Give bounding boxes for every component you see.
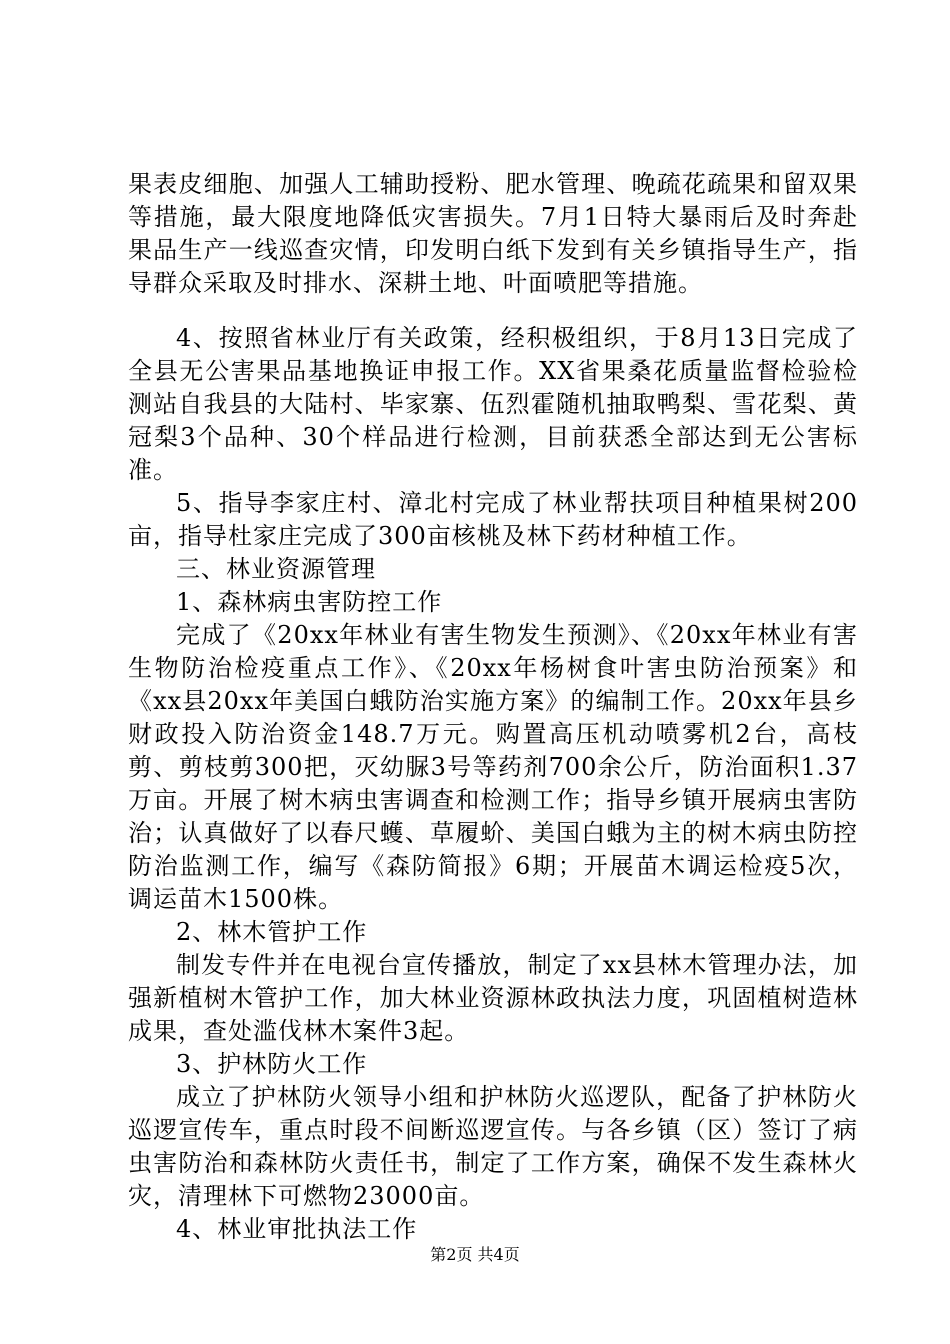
document-body [128, 168, 858, 1246]
paragraph-item-5: 5、指导李家庄村、漳北村完成了林业帮扶项目种植果树200亩，指导杜家庄完成了300亩核桃及林下药材种植工作。 [128, 489, 858, 550]
section-heading-3: 三、林业资源管理 [176, 555, 376, 583]
paragraph-continuation: 果表皮细胞、加强人工辅助授粉、肥水管理、晚疏花疏果和留双果等措施，最大限度地降低灾害损失。7月1日特大暴雨后及时奔赴果品生产一线巡查灾情，印发明白纸下发到有关乡镇指导生产，指导群众采取及时排水、深耕土地、叶面喷肥等措施。 [128, 170, 858, 297]
paragraph-fire-prevention: 成立了护林防火领导小组和护林防火巡逻队，配备了护林防火巡逻宣传车，重点时段不间断巡逻宣传。与各乡镇（区）签订了病虫害防治和森林防火责任书，制定了工作方案，确保不发生森林火灾，清理林下可燃物23000亩。 [128, 1083, 858, 1210]
page-footer: 第2页 共4页 [430, 1245, 520, 1264]
subheading-pest-control: 1、森林病虫害防控工作 [176, 588, 443, 616]
subheading-approval-enforcement: 4、林业审批执法工作 [176, 1215, 418, 1243]
paragraph-pest-control: 完成了《20xx年林业有害生物发生预测》、《20xx年林业有害生物防治检疫重点工作》、《20xx年杨树食叶害虫防治预案》和《xx县20xx年美国白蛾防治实施方案》的编制工作。20xx年县乡财政投入防治资金148.7万元。购置高压机动喷雾机2台，高枝剪、剪枝剪300把，灭幼脲3号等药剂700余公斤，防治面积1.37万亩。开展了树木病虫害调查和检测工作；指导乡镇开展病虫害防治；认真做好了以春尺蠖、草履蚧、美国白蛾为主的树木病虫防控防治监测工作，编写《森防简报》6期；开展苗木调运检疫5次，调运苗木1500株。 [128, 621, 858, 913]
paragraph-forest-protection: 制发专件并在电视台宣传播放，制定了xx县林木管理办法，加强新植树木管护工作，加大林业资源林政执法力度，巩固植树造林成果，查处滥伐林木案件3起。 [128, 951, 858, 1045]
subheading-fire-prevention: 3、护林防火工作 [176, 1050, 368, 1078]
paragraph-item-4: 4、按照省林业厅有关政策，经积极组织，于8月13日完成了全县无公害果品基地换证申报工作。XX省果桑花质量监督检验检测站自我县的大陆村、毕家寨、伍烈霍随机抽取鸭梨、雪花梨、黄冠梨3个品种、30个样品进行检测，目前获悉全部达到无公害标准。 [128, 324, 858, 484]
subheading-forest-protection: 2、林木管护工作 [176, 918, 368, 946]
